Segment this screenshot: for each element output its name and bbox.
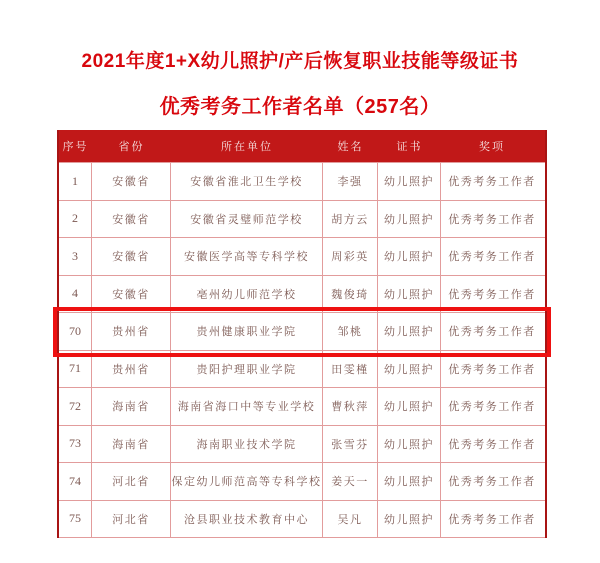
cell-cert: 幼儿照护: [378, 463, 441, 500]
table-row: [59, 163, 545, 201]
cell-award: 优秀考务工作者: [448, 288, 536, 301]
cell-province: 海南省: [92, 426, 171, 463]
cell-no: 73: [59, 426, 92, 463]
cell-unit: 沧县职业技术教育中心: [171, 501, 323, 538]
cell-cert: 幼儿照护: [378, 313, 441, 350]
cell-award: 优秀考务工作者: [448, 363, 536, 376]
cell-province: 河北省: [92, 501, 171, 538]
cell-unit: 海南省海口中等专业学校: [171, 388, 323, 425]
cell-award: 优秀考务工作者: [448, 513, 536, 526]
cell-cert: 幼儿照护: [378, 426, 441, 463]
cell-cert: 幼儿照护: [378, 201, 441, 238]
cell-award: 优秀考务工作者: [448, 438, 536, 451]
cell-name: 邹桃: [323, 313, 378, 350]
table-row: [59, 238, 545, 276]
cell-province: 贵州省: [92, 351, 171, 388]
table-row-highlighted: [59, 313, 545, 351]
cell-name: 魏俊琦: [323, 276, 378, 313]
cell-award: 优秀考务工作者: [448, 476, 536, 489]
column-header-province: 省份: [118, 141, 145, 153]
column-header-no: 序号: [62, 141, 89, 153]
cell-province: 安徽省: [92, 238, 171, 275]
cell-no: 75: [59, 501, 92, 538]
document-title-line1: 2021年度1+X幼儿照护/产后恢复职业技能等级证书: [81, 51, 519, 72]
cell-no: 1: [59, 163, 92, 200]
table-row: [59, 351, 545, 389]
cell-award: 优秀考务工作者: [448, 213, 536, 226]
column-header-cert: 证书: [396, 141, 423, 153]
cell-award: 优秀考务工作者: [448, 401, 536, 414]
cell-unit: 安徽省灵璧师范学校: [171, 201, 323, 238]
cell-cert: 幼儿照护: [378, 276, 441, 313]
cell-name: 田雯槿: [323, 351, 378, 388]
table-row: [59, 463, 545, 501]
cell-name: 周彩英: [323, 238, 378, 275]
cell-cert: 幼儿照护: [378, 501, 441, 538]
table-row: [59, 426, 545, 464]
cell-name: 吴凡: [323, 501, 378, 538]
cell-province: 安徽省: [92, 201, 171, 238]
cell-name: 李强: [323, 163, 378, 200]
column-header-award: 奖项: [479, 141, 505, 153]
cell-name: 胡方云: [323, 201, 378, 238]
table-row: [59, 276, 545, 314]
cell-unit: 亳州幼儿师范学校: [171, 276, 323, 313]
cell-unit: 保定幼儿师范高等专科学校: [171, 463, 323, 500]
cell-no: 2: [59, 201, 92, 238]
cell-cert: 幼儿照护: [378, 163, 441, 200]
document-title-line2: 优秀考务工作者名单（257名）: [159, 96, 441, 118]
cell-unit: 安徽医学高等专科学校: [171, 238, 323, 275]
cell-province: 河北省: [92, 463, 171, 500]
cell-province: 安徽省: [92, 276, 171, 313]
table-row: [59, 501, 545, 539]
table-row: [59, 201, 545, 239]
cell-no: 70: [59, 313, 92, 350]
cell-province: 海南省: [92, 388, 171, 425]
table-body: [59, 162, 545, 538]
cell-no: 74: [59, 463, 92, 500]
table-header-row: [59, 130, 545, 162]
cell-cert: 幼儿照护: [378, 238, 441, 275]
cell-unit: 安徽省淮北卫生学校: [171, 163, 323, 200]
table-row: [59, 388, 545, 426]
cell-cert: 幼儿照护: [378, 351, 441, 388]
cell-province: 安徽省: [92, 163, 171, 200]
cell-no: 72: [59, 388, 92, 425]
award-table: [57, 130, 547, 538]
cell-no: 3: [59, 238, 92, 275]
column-header-unit: 所在单位: [221, 141, 273, 153]
cell-no: 4: [59, 276, 92, 313]
cell-unit: 贵阳护理职业学院: [171, 351, 323, 388]
cell-award: 优秀考务工作者: [448, 251, 536, 264]
cell-unit: 海南职业技术学院: [171, 426, 323, 463]
cell-cert: 幼儿照护: [378, 388, 441, 425]
cell-name: 姜天一: [323, 463, 378, 500]
cell-unit: 贵州健康职业学院: [171, 313, 323, 350]
column-header-name: 姓名: [337, 141, 364, 153]
cell-award: 优秀考务工作者: [448, 326, 536, 339]
cell-no: 71: [59, 351, 92, 388]
cell-name: 张雪芬: [323, 426, 378, 463]
cell-name: 曹秋萍: [323, 388, 378, 425]
cell-province: 贵州省: [92, 313, 171, 350]
cell-award: 优秀考务工作者: [448, 176, 536, 189]
